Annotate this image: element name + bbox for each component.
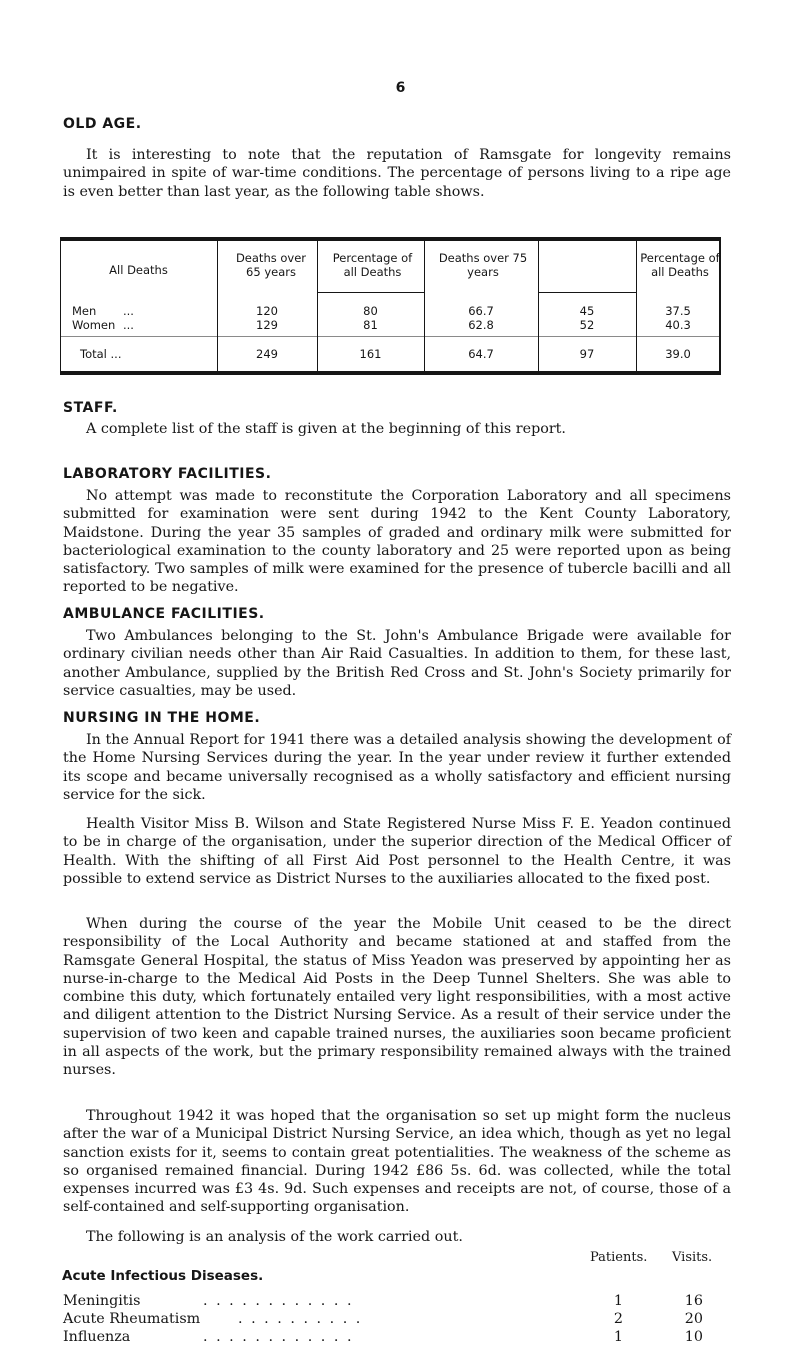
laboratory-text: No attempt was made to reconstitute the Corporation Laboratory and all specimens submitted for examination were sent during 1942 to the Kent County Laboratory, Maidstone. During the year 35 samples of graded and ordinary milk were submitted for bacteriological examination to the county laboratory and 25 were reported upon as being satisfactory. Two samples of milk were examined for the presence of tubercle bacilli and all reported to be negative. [63,488,731,596]
table-cell: 62.8 [468,318,494,332]
staff-text: A complete list of the staff is given at the beginning of this report. [86,421,566,437]
col-visits-header: Visits. [672,1250,713,1265]
table-cell: 161 [359,347,382,361]
old-age-intro: It is interesting to note that the reputation of Ramsgate for longevity remains unimpaired in spite of war-time conditions. The percentage of persons living to a ripe age is even better than last year, as the following table shows. [63,147,731,200]
nursing-paragraph: The following is an analysis of the work carried out. [86,1229,463,1245]
row-label-total: Total ... [80,347,122,361]
nursing-paragraph: In the Annual Report for 1941 there was a detailed analysis showing the development of the Home Nursing Services during the year. In the year under review it further extended its scope and became universally recognised as a wholly satisfactory and efficient nursing service for the sick. [63,732,731,803]
table-cell: 64.7 [468,347,494,361]
old-age-heading: OLD AGE. [63,116,142,132]
col-patients-header: Patients. [590,1250,648,1265]
staff-heading: STAFF. [63,400,118,416]
table-cell: 81 [363,318,378,332]
table-cell: 66.7 [468,304,494,318]
ambulance-heading: AMBULANCE FACILITIES. [63,606,265,622]
row-label-women: Women ... [72,318,134,332]
table-cell: 37.5 [665,304,691,318]
list-item: Acute Rheumatism . . . . . . . . . . 2 20 [63,1311,703,1327]
section-title: Acute Infectious Diseases. [62,1268,264,1284]
nursing-paragraph: Health Visitor Miss B. Wilson and State Registered Nurse Miss F. E. Yeadon continued to be in charge of the organisation, under the superior direction of the Medical Officer of Health. With the shifting of all First Aid Post personnel to the Health Centre, it was possible to extend service as District Nurses to the auxiliaries allocated to the fixed post. [63,816,731,887]
table-cell: 129 [256,318,278,332]
ambulance-text: Two Ambulances belonging to the St. John's Ambulance Brigade were available for ordinary civilian needs other than Air Raid Casualties. In addition to them, for these last, another Ambulance, supplied by the British Red Cross and St. John's Society primarily for service casualties, may be used. [63,628,731,699]
table-cell: 249 [256,347,278,361]
table-cell: 80 [363,304,378,318]
page-number: 6 [395,80,406,96]
header-percentage-75: Percentage of all Deaths [640,251,720,279]
table-cell: 39.0 [665,347,691,361]
table-cell: 40.3 [665,318,691,332]
table-cell: 97 [579,347,595,361]
row-label-men: Men ... [72,304,134,318]
header-deaths-over-65: Deaths over 65 years [235,251,307,279]
nursing-heading: NURSING IN THE HOME. [63,710,261,726]
header-percentage-65: Percentage of all Deaths [332,251,413,279]
age-deaths-table [60,237,720,375]
header-deaths-over-75: Deaths over 75 years [438,251,528,279]
table-cell: 52 [579,318,595,332]
nursing-paragraph: When during the course of the year the Mobile Unit ceased to be the direct responsibility of the Local Authority and became stationed at and staffed from the Ramsgate General Hospital, the status of Miss Yeadon was preserved by appointing her as nurse-in-charge to the Medical Aid Posts in the Deep Tunnel Shelters. She was able to combine this duty, which fortunately entailed very light responsibilities, with a most active and diligent attention to the District Nursing Service. As a result of their service under the supervision of two keen and capable trained nurses, the auxiliaries soon became proficient in all aspects of the work, but the primary responsibility remained always with the trained nurses. [63,916,731,1079]
list-item: Meningitis . . . . . . . . . . . . 1 16 [63,1293,703,1309]
list-item: Influenza . . . . . . . . . . . . 1 10 [63,1329,703,1345]
laboratory-heading: LABORATORY FACILITIES. [63,466,272,482]
nursing-paragraph: Throughout 1942 it was hoped that the organisation so set up might form the nucleus after the war of a Municipal District Nursing Service, an idea which, though as yet no legal sanction exists for it, seems to contain great potentialities. The weakness of the scheme as so organised remained financial. During 1942 £86 5s. 6d. was collected, while the total expenses incurred was £3 4s. 9d. Such expenses and receipts are not, of course, those of a self-contained and self-supporting organisation. [63,1108,731,1216]
header-all-deaths: All Deaths [109,263,168,277]
table-cell: 45 [579,304,595,318]
table-cell: 120 [256,304,278,318]
